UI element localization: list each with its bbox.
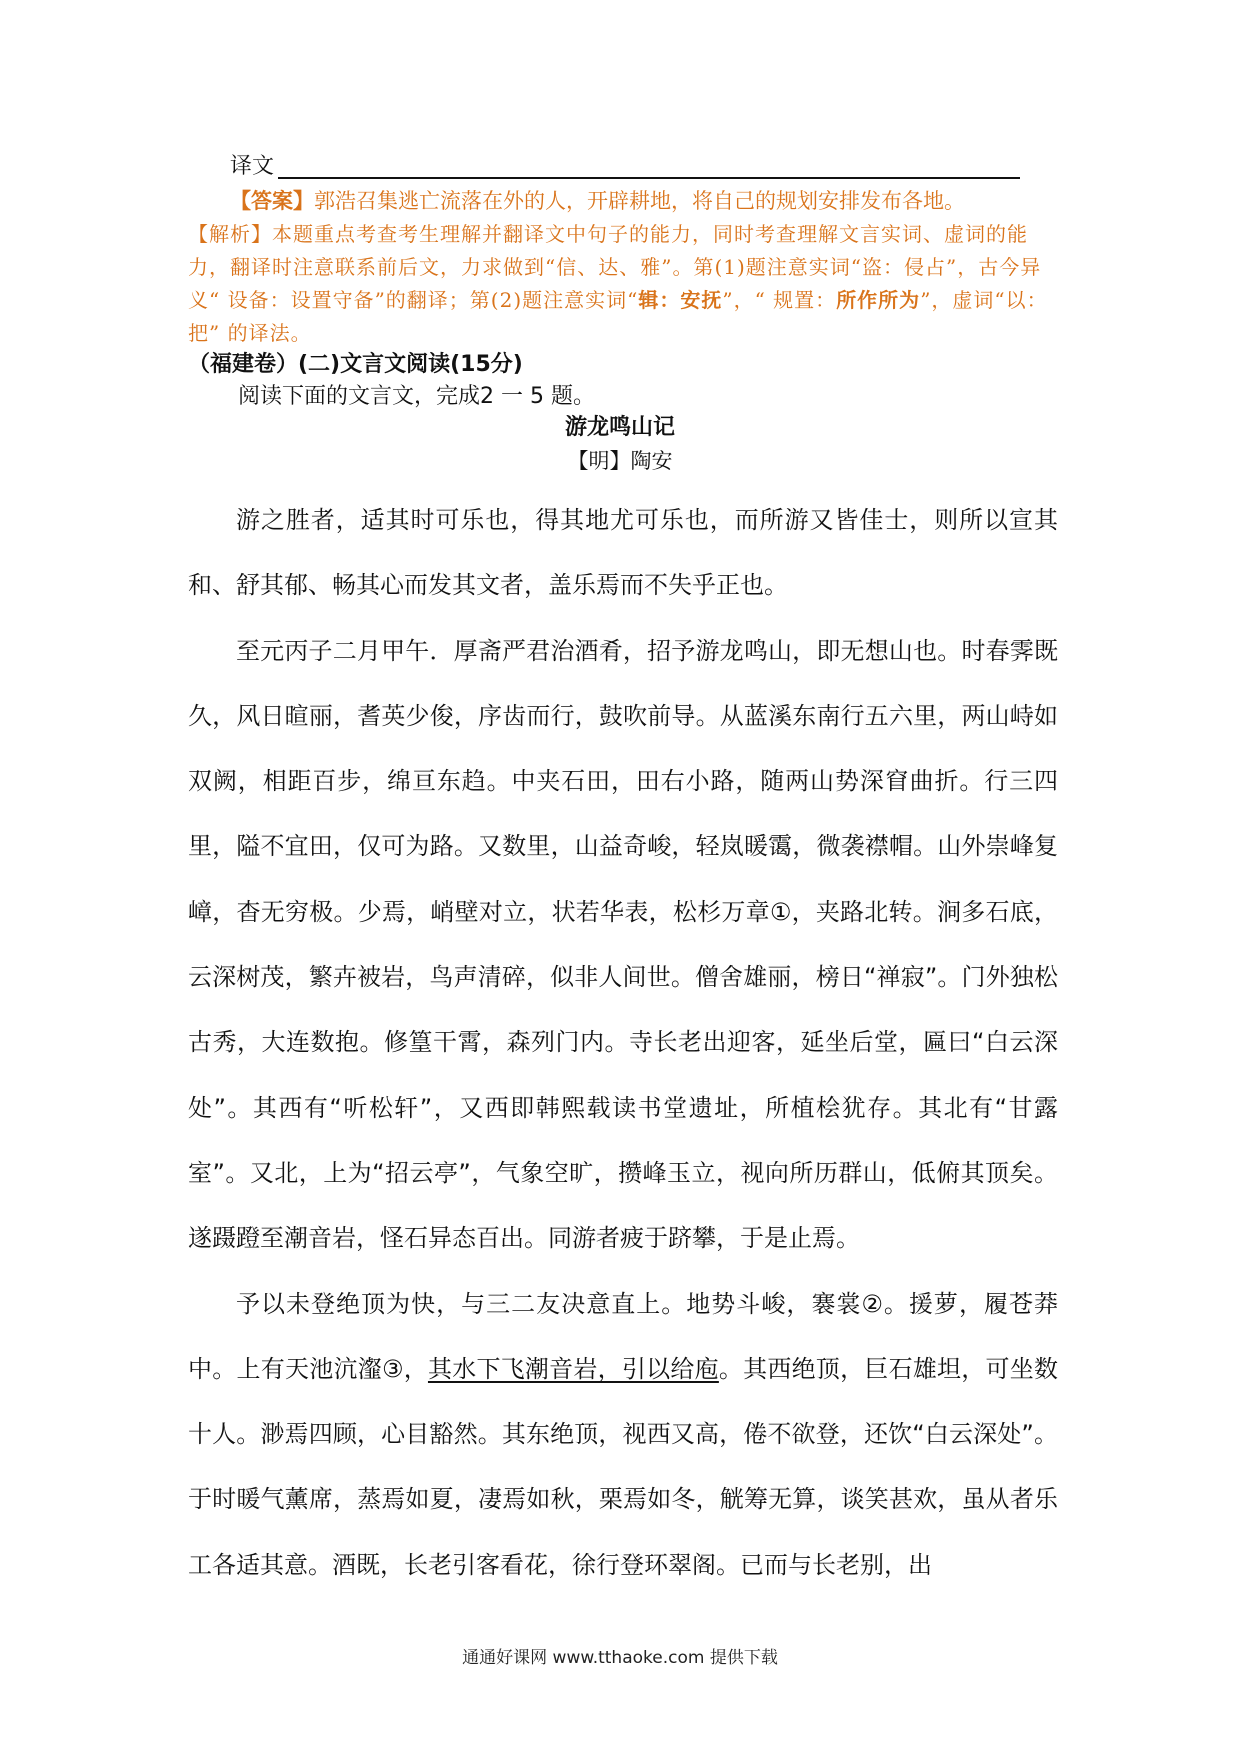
answer-blank-rule [278,177,1020,179]
essay-paragraph-2: 至元丙子二月甲午．厚斋严君治酒肴，招予游龙鸣山，即无想山也。时春霁既久，风日暄丽，耆英少俊，序齿而行，鼓吹前导。从蓝溪东南行五六里，两山峙如双阙，相距百步，绵亘东趋。中夹石田，田右小路，随两山势深窅曲折。行三四里，隘不宜田，仅可为路。又数里，山益奇峻，轻岚暖霭，微袭襟帽。山外崇峰复嶂，杳无穷极。少焉，峭壁对立，状若华表，松杉万章①，夹路北转。涧多石底，云深树茂，繁卉被岩，鸟声清碎，似非人间世。僧舍雄丽，榜日“禅寂”。门外独松古秀，大连数抱。修篁干霄，森列门内。寺长老出迎客，延坐后堂，匾曰“白云深处”。其西有“听松轩”，又西即韩熙载读书堂遗址，所植桧犹存。其北有“甘露室”。又北，上为“招云亭”，气象空旷，攒峰玉立，视向所历群山，低俯其顶矣。遂蹑蹬至潮音岩，怪石异态百出。同游者疲于跻攀，于是止焉。 [188,636,1058,1253]
analysis-block [188,218,1060,350]
analysis-tag: 【解析】 [188,222,272,246]
analysis-bold-2: 所作所为 [836,288,921,312]
essay-title: 游龙鸣山记 [564,414,675,440]
essay-paragraph-3-start: 予以未登绝顶为快，与三二友决意直上。地势斗峻，褰裳②。援萝，履苍莽中。上有天池沆瀣③， [188,1289,1058,1383]
translation-line [230,150,1020,184]
analysis-text-2: ”，“ 规置： [722,288,837,312]
answer-block [230,184,1060,218]
analysis-text-1: 本题重点考查考生理解并翻译文中句子的能力，同时考查理解文言实词、虚词的能力，翻译时注意联系前后文，力求做到“信、达、雅”。第(1)题注意实词“盗：侵占”，古今异义“ 设备：设置守备”的翻译；第(2)题注意实词“ [188,222,1042,312]
essay-paragraph-1: 游之胜者，适其时可乐也，得其地尤可乐也，而所游又皆佳士，则所以宣其和、舒其郁、畅其心而发其文者，盖乐焉而不失乎正也。 [188,506,1058,600]
section-instruction: 阅读下面的文言文，完成2 一 5 题。 [238,384,595,409]
page-footer: 通通好课网 www.tthaoke.com 提供下载 [462,1648,778,1668]
translation-label: 译文 [230,154,275,179]
answer-text: 郭浩召集逃亡流落在外的人，开辟耕地，将自己的规划安排发布各地。 [314,189,965,213]
answer-tag: 【答案】 [230,188,314,213]
analysis-bold-1: 辑：安抚 [638,288,723,312]
essay-paragraph-3 [188,1272,1058,1598]
analysis-text-3: ”，虚词“以：把” 的译法。 [188,288,1048,345]
underlined-sentence: 其水下飞潮音岩，引以给庖 [427,1354,719,1383]
section-title: （福建卷）(二)文言文阅读(15分) [188,352,523,377]
essay-author: 【明】陶安 [567,449,673,473]
essay-paragraph-3-end: 。其西绝顶，巨石雄坦，可坐数十人。渺焉四顾，心目豁然。其东绝顶，视西又高，倦不欲登，还饮“白云深处”。于时暖气薰席，蒸焉如夏，凄焉如秋，栗焉如冬，觥筹无算，谈笑甚欢，虽从者乐工各适其意。酒既，长老引客看花，徐行登环翠阁。已而与长老别，出 [188,1354,1059,1579]
essay-body [188,488,1058,1598]
